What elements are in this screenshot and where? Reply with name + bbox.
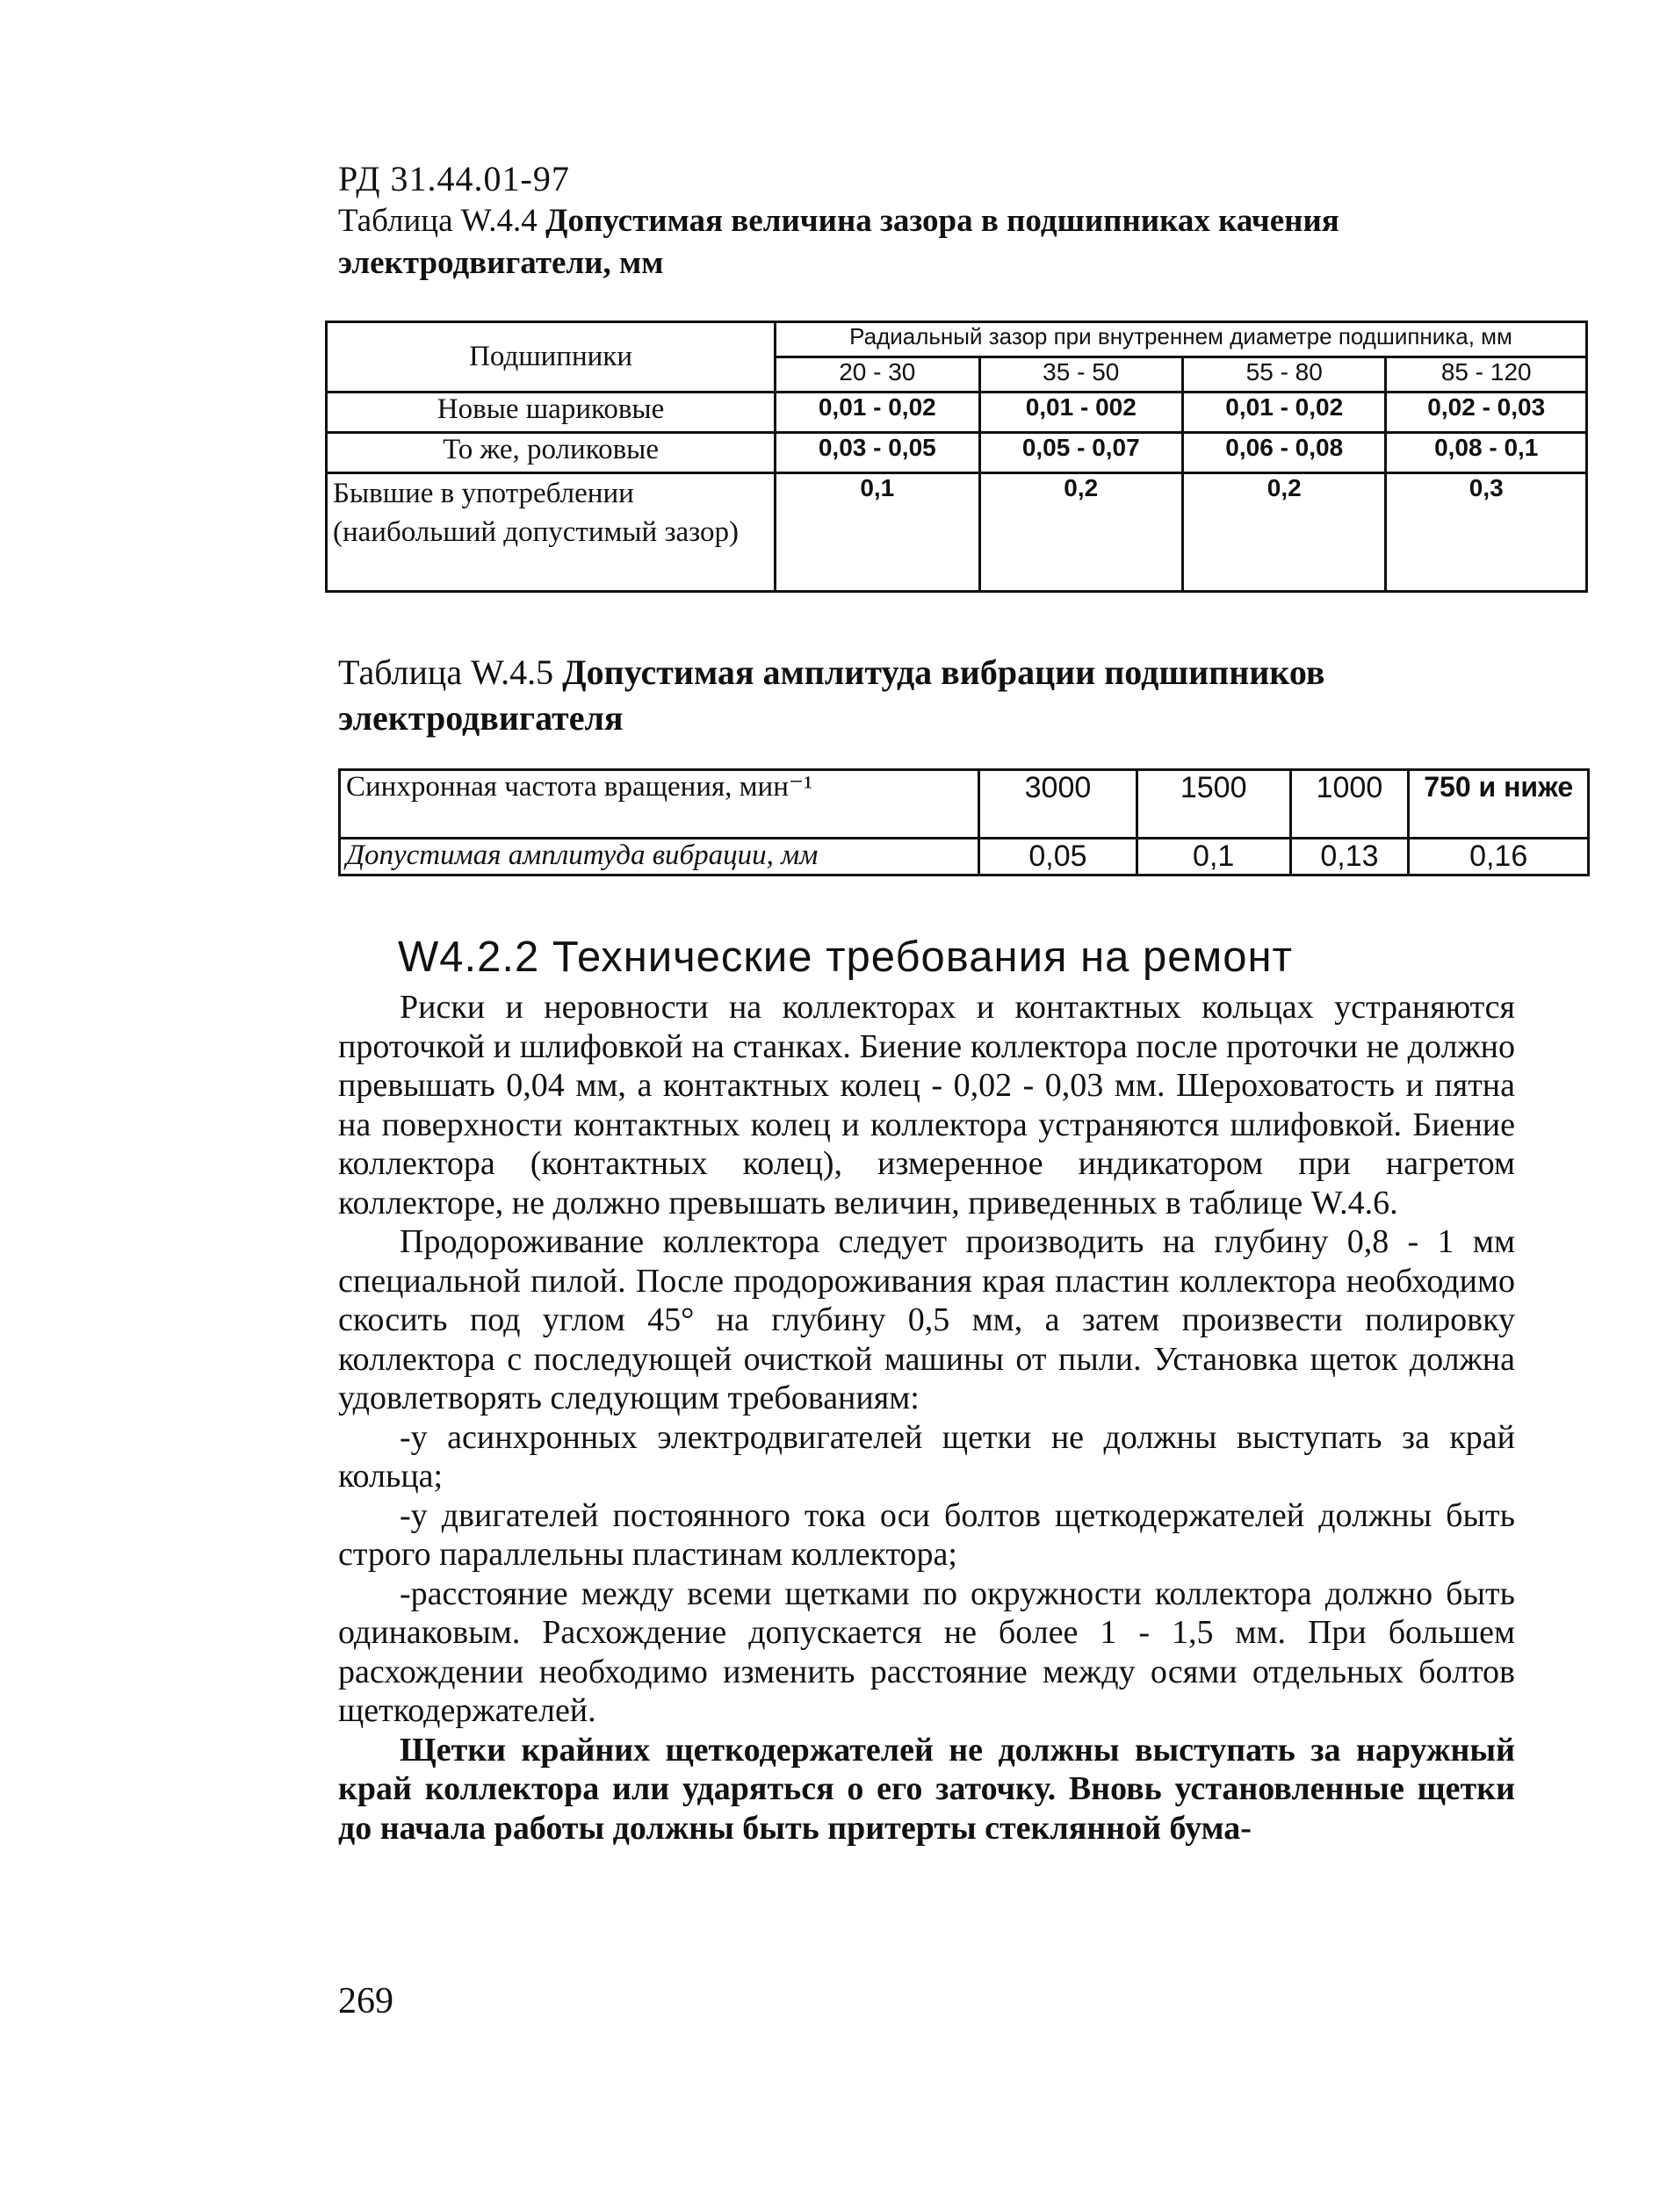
cell-value: 0,05 <box>979 839 1137 875</box>
cell-value: 0,05 - 0,07 <box>979 433 1182 473</box>
table2-caption <box>338 650 1489 741</box>
table1-caption <box>338 200 1489 285</box>
cell-value: 0,13 <box>1290 839 1409 875</box>
cell-value: 0,01 - 0,02 <box>1183 393 1386 433</box>
cell-value: 0,08 - 0,1 <box>1386 433 1587 473</box>
table2-caption-prefix: Таблица W.4.5 <box>338 652 554 692</box>
cell-value: 0,2 <box>1183 473 1386 592</box>
cell-value: 0,16 <box>1409 839 1589 875</box>
bearing-clearance-table <box>325 321 1588 593</box>
table-row <box>340 770 1589 839</box>
vibration-amplitude-table <box>338 768 1590 876</box>
diameter-range: 35 - 50 <box>979 357 1182 393</box>
cell-value: 3000 <box>979 770 1137 839</box>
row-label: Допустимая амплитуда вибрации, мм <box>340 839 979 875</box>
document-code: РД 31.44.01-97 <box>338 159 570 198</box>
row-label: То же, роликовые <box>327 433 776 473</box>
row-label: Бывшие в употреблении (наибольший допустимый зазор) <box>327 473 776 592</box>
cell-value: 1000 <box>1290 770 1409 839</box>
header-bearings: Подшипники <box>327 322 776 393</box>
page-number: 269 <box>338 1981 393 2021</box>
list-item: -расстояние между всеми щетками по окружности коллектора должно быть одинаковым. Расхождение допускается не более 1 - 1,5 мм. При большем расхождении необходимо изменить расстояние между осями отдельных болтов щеткодержателей. <box>338 1574 1515 1729</box>
cell-value: 0,3 <box>1386 473 1587 592</box>
cell-value: 0,1 <box>1137 839 1290 875</box>
cell-value: 0,06 - 0,08 <box>1183 433 1386 473</box>
table-row <box>327 473 1587 592</box>
cell-value: 0,01 - 0,02 <box>776 393 979 433</box>
table2-caption-title: Допустимая амплитуда вибрации подшипников электродвигателя <box>338 652 1325 738</box>
cell-value: 0,01 - 002 <box>979 393 1182 433</box>
cell-value: 0,03 - 0,05 <box>776 433 979 473</box>
paragraph: Щетки крайних щеткодержателей не должны выступать за наружный край коллектора или ударяться о его заточку. Вновь установленные щетки до начала работы должны быть притерты стеклянной бума- <box>338 1731 1515 1847</box>
paragraph: Риски и неровности на коллекторах и контактных кольцах устраняются проточкой и шлифовкой на станках. Биение коллектора после проточки не должно превышать 0,04 мм, а контактных колец - 0,02 - 0,03 мм. Шероховатость и пятна на поверхности контактных колец и коллектора устраняются шлифовкой. Биение коллектора (контактных колец), измеренное индикатором при нагретом коллекторе, не должно превышать величин, приведенных в таблице W.4.6. <box>338 989 1515 1221</box>
diameter-range: 20 - 30 <box>776 357 979 393</box>
row-label: Синхронная частота вращения, мин⁻¹ <box>340 770 979 839</box>
diameter-range: 85 - 120 <box>1386 357 1587 393</box>
cell-value: 0,2 <box>979 473 1182 592</box>
section-heading: W4.2.2 Технические требования на ремонт <box>398 933 1293 981</box>
list-item: -у асинхронных электродвигателей щетки не должны выступать за край кольца; <box>338 1418 1515 1495</box>
table-row <box>327 433 1587 473</box>
list-item: -у двигателей постоянного тока оси болтов щеткодержателей должны быть строго параллельны пластинам коллектора; <box>338 1496 1515 1573</box>
paragraph: Продороживание коллектора следует производить на глубину 0,8 - 1 мм специальной пилой. После продороживания края пластин коллектора необходимо скосить под углом 45° на глубину 0,5 мм, а затем произвести полировку коллектора с последующей очисткой машины от пыли. Установка щеток должна удовлетворять следующим требованиям: <box>338 1223 1515 1416</box>
body-text <box>338 988 1515 1848</box>
table-row <box>340 839 1589 875</box>
row-label: Новые шариковые <box>327 393 776 433</box>
table1-caption-prefix: Таблица W.4.4 <box>338 203 538 239</box>
diameter-range: 55 - 80 <box>1183 357 1386 393</box>
cell-value: 750 и ниже <box>1409 770 1589 839</box>
cell-value: 1500 <box>1137 770 1290 839</box>
header-radial-clearance: Радиальный зазор при внутреннем диаметре подшипника, мм <box>776 322 1587 357</box>
cell-value: 0,1 <box>776 473 979 592</box>
cell-value: 0,02 - 0,03 <box>1386 393 1587 433</box>
table-row <box>327 393 1587 433</box>
table1-caption-title: Допустимая величина зазора в подшипниках качения электродвигатели, мм <box>338 203 1339 281</box>
